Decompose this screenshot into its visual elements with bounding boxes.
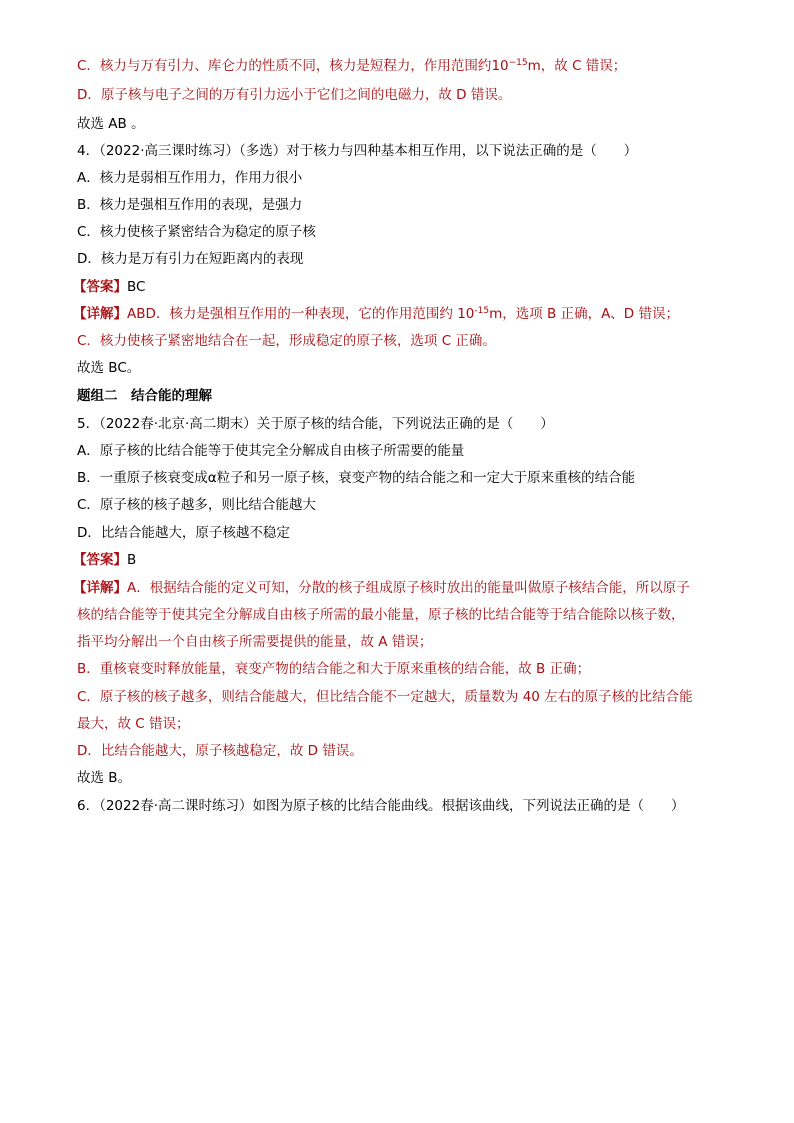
question-5-option-d: D．比结合能越大，原子核越不稳定 <box>77 525 290 541</box>
question-5-option-a: A．原子核的比结合能等于使其完全分解成自由核子所需要的能量 <box>77 443 465 459</box>
detail-tag: 【详解】 <box>73 306 127 322</box>
section-heading-group-2: 题组二 结合能的理解 <box>77 388 212 404</box>
question-5-detail-b: B．重核衰变时释放能量，衰变产物的结合能之和大于原来重核的结合能，故 B 正确； <box>77 661 591 677</box>
explanation-line-d: D．原子核与电子之间的万有引力远小于它们之间的电磁力，故 D 错误。 <box>77 87 512 103</box>
answer-summary: 故选 AB 。 <box>77 116 145 132</box>
question-4-option-d: D．核力是万有引力在短距离内的表现 <box>77 251 304 267</box>
question-4-conclusion: 故选 BC。 <box>77 360 141 376</box>
answer-tag: 【答案】 <box>73 279 127 295</box>
detail-tag: 【详解】 <box>73 580 127 596</box>
question-5-stem: 5．（2022春·北京·高二期末）关于原子核的结合能，下列说法正确的是（ ） <box>77 416 554 432</box>
question-5-detail: 【详解】A．根据结合能的定义可知，分散的核子组成原子核时放出的能量叫做原子核结合能，所以原子 <box>73 580 690 596</box>
question-6-stem: 6．（2022春·高二课时练习）如图为原子核的比结合能曲线。根据该曲线，下列说法正确的是（ ） <box>77 798 685 814</box>
question-4-answer: 【答案】BC <box>73 279 146 295</box>
question-4-detail: 【详解】ABD．核力是强相互作用的一种表现，它的作用范围约 $10^{-15}m$，选项 B 正确，A、D 错误； <box>73 306 679 322</box>
question-5-detail-line-3: 指平均分解出一个自由核子所需要提供的能量，故 A 错误； <box>77 634 433 650</box>
question-5-option-b: B．一重原子核衰变成α粒子和另一原子核，衰变产物的结合能之和一定大于原来重核的结合能 <box>77 470 636 486</box>
question-5-detail-c-cont: 最大，故 C 错误； <box>77 716 190 732</box>
question-4-stem: 4．（2022·高三课时练习）（多选）对于核力与四种基本相互作用，以下说法正确的是（ ） <box>77 143 638 159</box>
question-5-detail-d: D．比结合能越大，原子核越稳定，故 D 错误。 <box>77 743 363 759</box>
question-4-option-a: A．核力是弱相互作用力，作用力很小 <box>77 170 303 186</box>
question-4-option-b: B．核力是强相互作用的表现，是强力 <box>77 197 303 213</box>
question-5-detail-c: C．原子核的核子越多，则结合能越大，但比结合能不一定越大，质量数为 40 左右的原子核的比结合能 <box>77 689 693 705</box>
question-5-conclusion: 故选 B。 <box>77 770 132 786</box>
question-5-detail-line-2: 核的结合能等于使其完全分解成自由核子所需的最小能量，原子核的比结合能等于结合能除以核子数， <box>77 607 685 623</box>
question-5-answer: 【答案】B <box>73 552 137 568</box>
exponent: −15 <box>508 58 528 68</box>
question-4-detail-c: C．核力使核子紧密地结合在一起，形成稳定的原子核，选项 C 正确。 <box>77 333 496 349</box>
question-4-option-c: C．核力使核子紧密结合为稳定的原子核 <box>77 224 316 240</box>
question-5-option-c: C．原子核的核子越多，则比结合能越大 <box>77 497 316 513</box>
answer-tag: 【答案】 <box>73 552 127 568</box>
exponent-base: 10 <box>491 58 509 74</box>
explanation-line-c: C．核力与万有引力、库仑力的性质不同，核力是短程力，作用范围约$10^{-15}m$，故 C 错误； <box>77 58 627 74</box>
